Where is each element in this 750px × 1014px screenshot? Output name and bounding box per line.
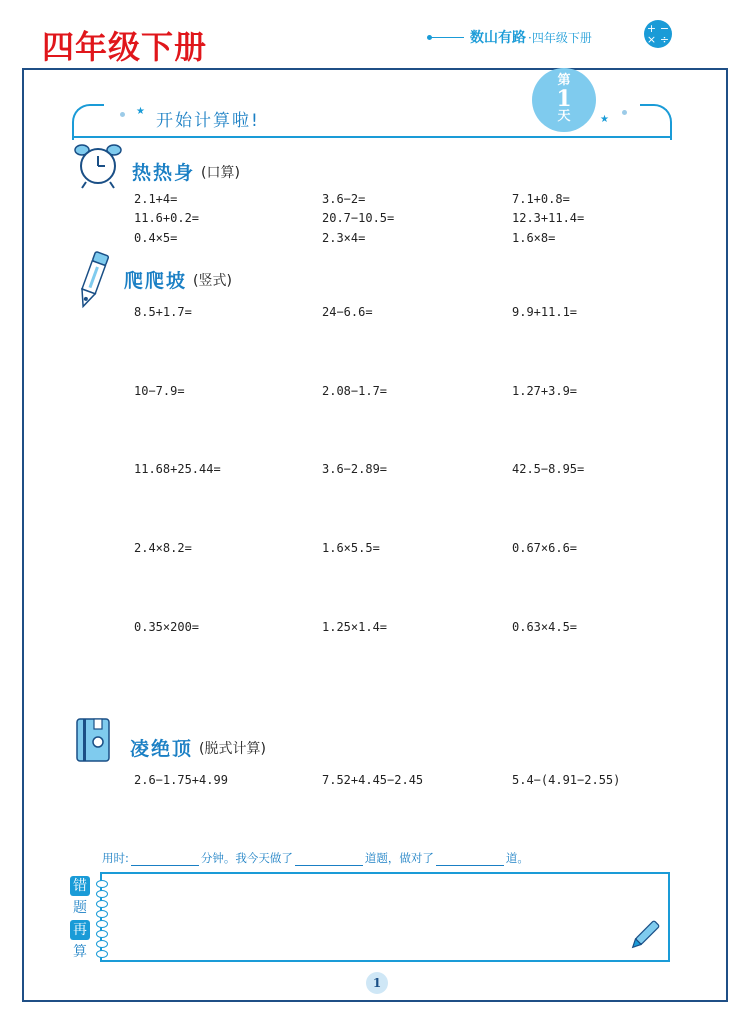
problems-correct-blank[interactable] xyxy=(436,853,504,866)
star-icon: ★ xyxy=(600,114,609,125)
summit-note: (脱式计算) xyxy=(199,740,266,757)
series-subtitle: ·四年级下册 xyxy=(528,30,592,45)
time-blank[interactable] xyxy=(131,853,199,866)
series-header xyxy=(430,27,592,47)
climb-problem: 0.67×6.6= xyxy=(512,541,578,555)
page-number: 1 xyxy=(366,972,388,994)
alarm-clock-icon xyxy=(72,142,124,190)
spiral-ring xyxy=(96,890,108,898)
climb-problem: 1.27+3.9= xyxy=(512,384,578,398)
summit-problem: 5.4−(4.91−2.55) xyxy=(512,773,621,787)
math-ops-icon: + − × ÷ xyxy=(644,20,672,48)
star-icon: ★ xyxy=(136,106,145,117)
summit-problem: 7.52+4.45−2.45 xyxy=(322,773,424,787)
spiral-ring xyxy=(96,940,108,948)
warmup-problem: 20.7−10.5= xyxy=(322,211,395,225)
warmup-problem: 7.1+0.8= xyxy=(512,192,570,206)
problems-done-blank[interactable] xyxy=(295,853,363,866)
climb-problem: 3.6−2.89= xyxy=(322,462,388,476)
series-line xyxy=(430,37,464,38)
warmup-note: (口算) xyxy=(201,164,240,181)
spiral-ring xyxy=(96,950,108,958)
warmup-problem: 11.6+0.2= xyxy=(134,211,200,225)
spiral-ring xyxy=(96,900,108,908)
end-label: 道。 xyxy=(505,851,529,865)
problems-label: 道题，做对了 xyxy=(364,851,434,865)
banner-underline xyxy=(72,136,672,138)
timing-line xyxy=(102,850,529,866)
warmup-problem: 12.3+11.4= xyxy=(512,211,585,225)
climb-header xyxy=(124,266,232,293)
warmup-problem: 2.1+4= xyxy=(134,192,178,206)
spiral-ring xyxy=(96,920,108,928)
climb-title: 爬爬坡 xyxy=(124,270,188,292)
climb-problem: 1.25×1.4= xyxy=(322,620,388,634)
redo-box[interactable] xyxy=(100,872,670,962)
climb-problem: 10−7.9= xyxy=(134,384,185,398)
warmup-problem: 0.4×5= xyxy=(134,231,178,245)
warmup-problem: 1.6×8= xyxy=(512,231,556,245)
climb-problem: 24−6.6= xyxy=(322,305,373,319)
day-number: 1 xyxy=(556,86,572,112)
minutes-label: 分钟。我今天做了 xyxy=(200,851,293,865)
pen-icon xyxy=(74,250,110,314)
climb-problem: 0.35×200= xyxy=(134,620,200,634)
banner-text: 开始计算啦! xyxy=(156,111,260,131)
spiral-ring xyxy=(96,880,108,888)
pen-icon xyxy=(626,918,662,954)
decor-dot xyxy=(120,112,125,117)
climb-problem: 42.5−8.95= xyxy=(512,462,585,476)
climb-problem: 8.5+1.7= xyxy=(134,305,192,319)
climb-problem: 1.6×5.5= xyxy=(322,541,380,555)
summit-title: 凌绝顶 xyxy=(130,738,194,760)
summit-header xyxy=(130,734,266,761)
notebook-icon xyxy=(74,716,114,764)
climb-problem: 2.4×8.2= xyxy=(134,541,192,555)
banner-left-curl xyxy=(72,104,104,140)
climb-problem: 0.63×4.5= xyxy=(512,620,578,634)
warmup-title: 热热身 xyxy=(132,162,196,184)
banner-right-curl xyxy=(640,104,672,140)
climb-note: (竖式) xyxy=(193,272,232,289)
warmup-header xyxy=(132,158,240,185)
climb-problem: 9.9+11.1= xyxy=(512,305,578,319)
redo-label: 错 题 再 算 xyxy=(70,876,90,964)
climb-problem: 2.08−1.7= xyxy=(322,384,388,398)
warmup-problem: 3.6−2= xyxy=(322,192,366,206)
climb-problem: 11.68+25.44= xyxy=(134,462,221,476)
grade-title: 四年级下册 xyxy=(42,28,208,66)
decor-dot xyxy=(622,110,627,115)
series-title: 数山有路 xyxy=(470,30,526,46)
summit-problem: 2.6−1.75+4.99 xyxy=(134,773,228,787)
day-badge: 第 1 天 xyxy=(532,68,596,132)
warmup-problem: 2.3×4= xyxy=(322,231,366,245)
spiral-ring xyxy=(96,930,108,938)
spiral-ring xyxy=(96,910,108,918)
time-label: 用时: xyxy=(102,851,129,865)
